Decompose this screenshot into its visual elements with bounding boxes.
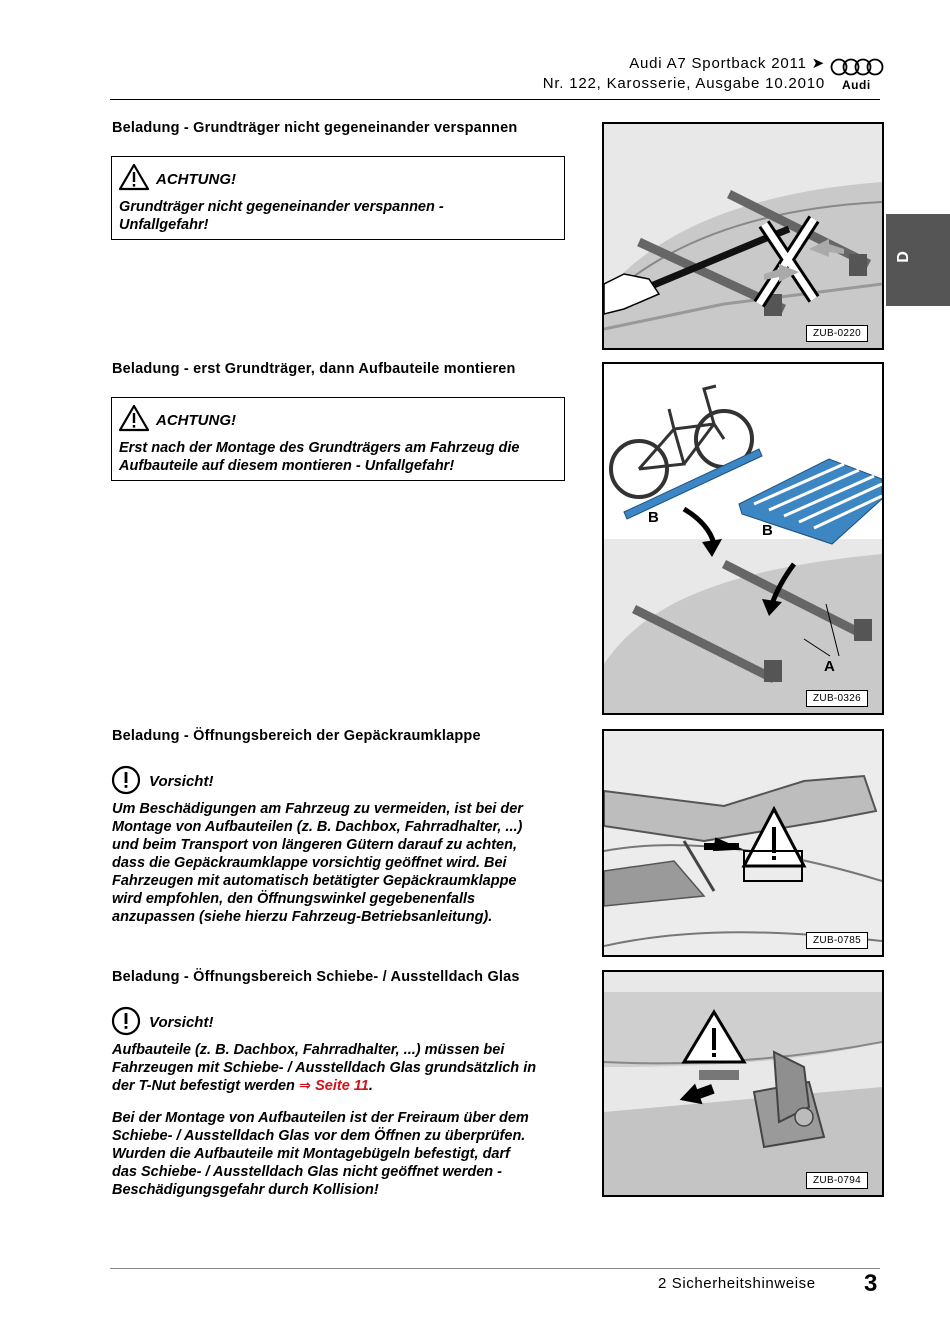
caution-icon — [111, 1006, 141, 1036]
figure-1 — [602, 122, 884, 350]
figure-2 — [602, 362, 884, 715]
warning-text: Grundträger nicht gegeneinander verspannen - Unfallgefahr! — [119, 199, 444, 233]
caution-label: Vorsicht! — [149, 773, 214, 790]
warning-text: Erst nach der Montage des Grundträgers am Fahrzeug die Aufbauteile auf diesem montieren - Unfallgefahr! — [119, 440, 520, 474]
warning-triangle-icon — [118, 163, 150, 191]
label-b-2: B — [762, 522, 773, 539]
audi-logo-text: Audi — [842, 78, 871, 92]
caution-text: Aufbauteile (z. B. Dachbox, Fahrradhalter, ...) müssen bei Fahrzeugen mit Schiebe- / Ausstelldach Glas grundsätzlich in der T-Nut befestigt werden ⇒ Seite 11. — [112, 1042, 537, 1094]
caution-label: Vorsicht! — [149, 1014, 214, 1031]
page-link[interactable]: Seite 11 — [315, 1078, 369, 1094]
section-heading-2: Beladung - erst Grundträger, dann Aufbauteile montieren — [112, 361, 516, 377]
caution-icon — [111, 765, 141, 795]
figure-id-label: ZUB-0220 — [806, 325, 868, 342]
footer-section: 2 Sicherheitshinweise — [658, 1275, 816, 1292]
label-b-1: B — [648, 509, 659, 526]
figure-4 — [602, 970, 884, 1197]
header-rule — [110, 99, 880, 100]
section-heading-3: Beladung - Öffnungsbereich der Gepäckraumklappe — [112, 728, 481, 744]
document-subtitle: Nr. 122, Karosserie, Ausgabe 10.2010 — [542, 75, 825, 92]
warning-triangle-icon — [118, 404, 150, 432]
section-heading-1: Beladung - Grundträger nicht gegeneinander verspannen — [112, 120, 518, 136]
sunroof-illustration — [604, 972, 882, 1195]
warning-box-1 — [111, 156, 565, 240]
section-heading-4: Beladung - Öffnungsbereich Schiebe- / Ausstelldach Glas — [112, 969, 520, 985]
audi-logo — [830, 56, 884, 96]
page-link-arrow-icon[interactable]: ⇒ — [298, 1078, 312, 1094]
figure-3 — [602, 729, 884, 957]
caution-text-2: Bei der Montage von Aufbauteilen ist der Freiraum über dem Schiebe- / Ausstelldach Glas vor dem Öffnen zu überprüfen. Wurden die Aufbauteile mit Montagebügeln befestigt, darf das Schiebe- / Ausstelldach Glas nicht geöffnet werden - Beschädigungsgefahr durch Kollision! — [112, 1110, 529, 1198]
tailgate-illustration — [604, 731, 882, 955]
roof-carrier-illustration — [604, 124, 882, 348]
page-number: 3 — [864, 1270, 878, 1297]
figure-id-label: ZUB-0785 — [806, 932, 868, 949]
warning-box-2 — [111, 397, 565, 481]
label-a: A — [824, 658, 835, 675]
chapter-tab[interactable]: D — [886, 214, 950, 306]
figure-id-label: ZUB-0794 — [806, 1172, 868, 1189]
footer-rule — [110, 1268, 880, 1269]
warning-label: ACHTUNG! — [156, 171, 236, 188]
document-title: Audi A7 Sportback 2011 ➤ — [629, 55, 825, 72]
caution-text: Um Beschädigungen am Fahrzeug zu vermeiden, ist bei der Montage von Aufbauteilen (z. B. Dachbox, Fahrradhalter, ...) und beim Transport von längeren Gütern darauf zu achten, dass die Gepäckraumklappe vorsichtig geöffnet wird. Bei Fahrzeugen mit automatisch betätigter Gepäckraumklappe wird empfohlen, den Öffnungswinkel gegebenenfalls anzupassen (siehe hierzu Fahrzeug-Betriebsanleitung). — [112, 801, 523, 925]
warning-label: ACHTUNG! — [156, 412, 236, 429]
bike-carrier-illustration — [604, 364, 882, 713]
figure-id-label: ZUB-0326 — [806, 690, 868, 707]
